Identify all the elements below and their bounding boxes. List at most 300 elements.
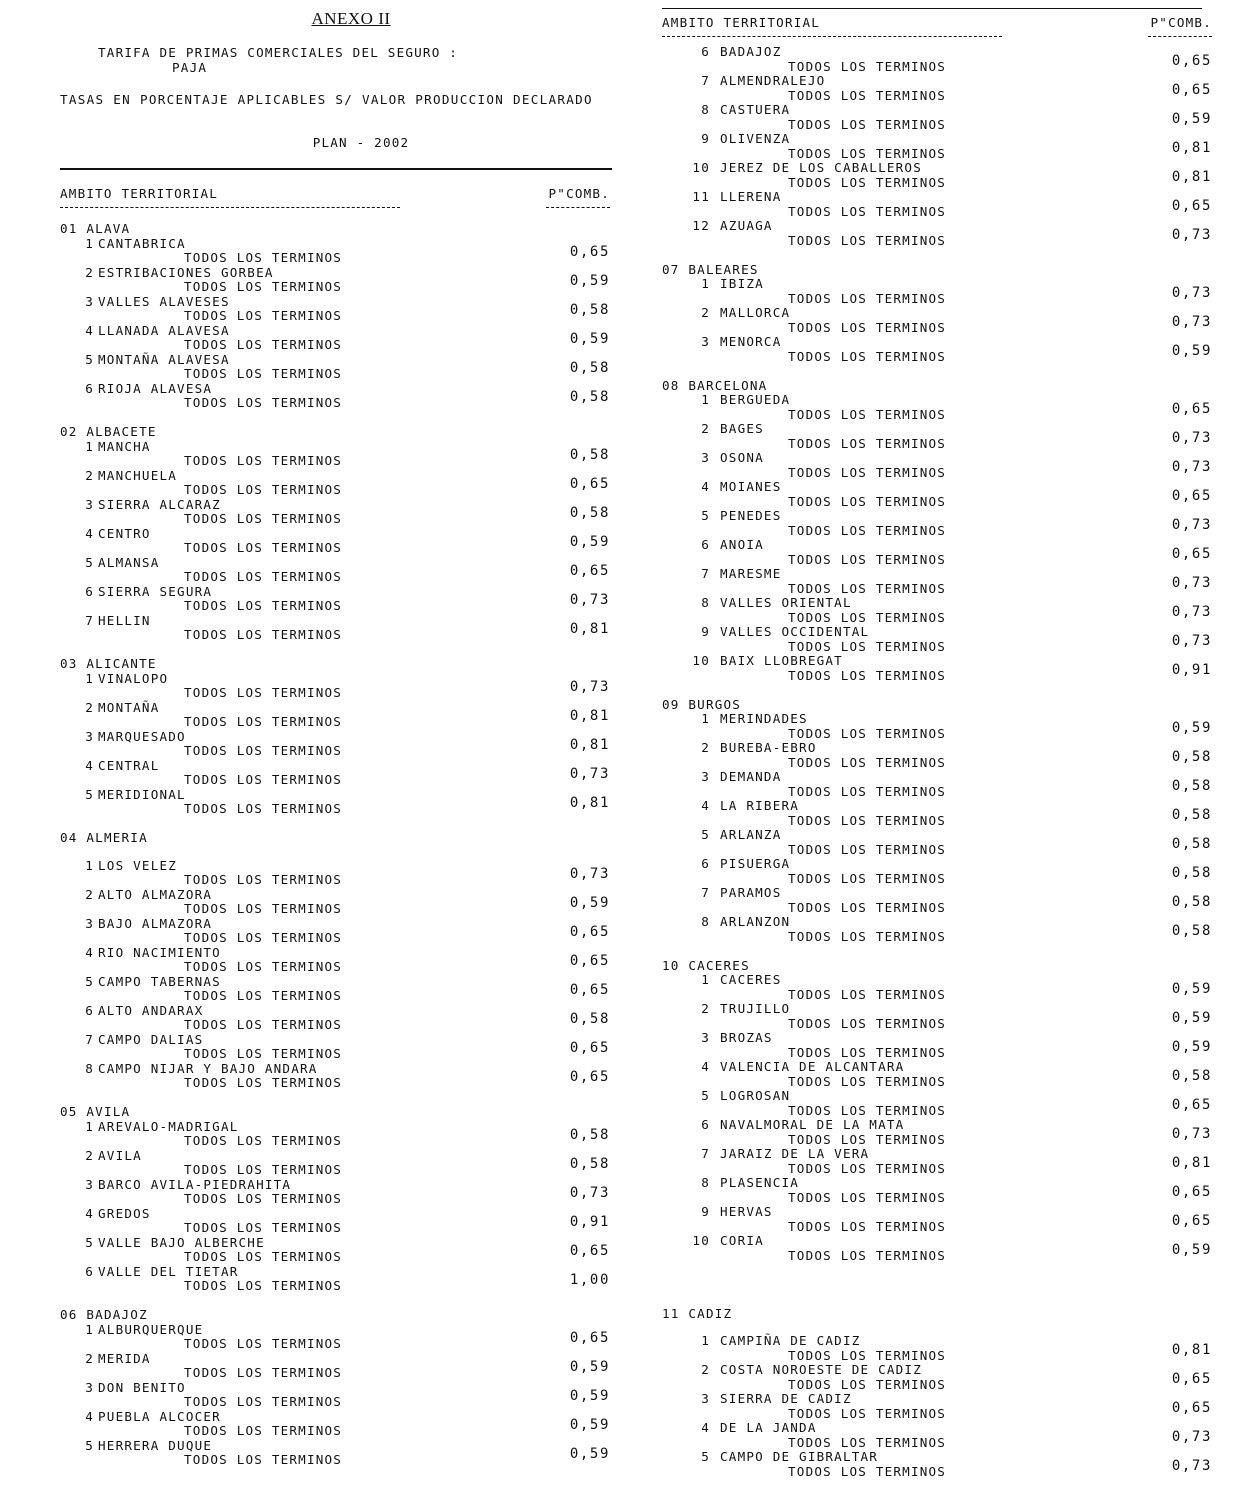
district-number: 9 <box>701 131 710 146</box>
district-number: 1 <box>85 235 94 251</box>
rate-value: 0,65 <box>1171 197 1212 214</box>
terms-row <box>662 1457 1214 1480</box>
terms-row <box>662 1183 1214 1206</box>
province-name: AVILA <box>86 1104 131 1119</box>
district-name: CAMPIÑA DE CADIZ <box>720 1333 861 1348</box>
district-name: VALLES OCCIDENTAL <box>720 624 870 639</box>
district-number: 5 <box>85 351 94 367</box>
district-name: VALLES ORIENTAL <box>720 595 852 610</box>
district-name: BERGUEDA <box>720 392 791 407</box>
terms-label: TODOS LOS TERMINOS <box>788 1160 947 1176</box>
terms-label: TODOS LOS TERMINOS <box>788 667 947 683</box>
district-number: 12 <box>692 218 710 233</box>
district-number: 6 <box>85 583 94 599</box>
district-number: 4 <box>701 798 710 813</box>
terms-label: TODOS LOS TERMINOS <box>788 1131 947 1147</box>
district-number: 1 <box>85 857 94 873</box>
rate-value: 1,00 <box>569 1272 610 1288</box>
district-number: 1 <box>701 711 710 726</box>
district-number: 5 <box>85 1437 94 1453</box>
district-name: BAJO ALMAZORA <box>98 915 213 931</box>
terms-label: TODOS LOS TERMINOS <box>184 1220 343 1235</box>
terms-row <box>60 1156 612 1178</box>
district-number: 10 <box>692 160 710 175</box>
rate-value: 0,65 <box>1171 1096 1212 1113</box>
dash-underline <box>1148 36 1212 37</box>
terms-row <box>60 534 612 556</box>
rate-value: 0,73 <box>569 679 610 695</box>
terms-label: TODOS LOS TERMINOS <box>788 145 947 161</box>
terms-row <box>60 273 612 295</box>
rate-value: 0,65 <box>1171 1212 1212 1229</box>
terms-row <box>662 661 1214 684</box>
terms-row <box>60 1243 612 1265</box>
right-column <box>662 0 1214 1479</box>
terms-label: TODOS LOS TERMINOS <box>184 337 343 352</box>
district-name: OSONA <box>720 450 764 465</box>
rate-value: 0,58 <box>1171 777 1212 794</box>
district-row <box>60 614 612 629</box>
rate-value: 0,65 <box>569 924 610 940</box>
district-row <box>60 1207 612 1222</box>
rate-value: 0,58 <box>1171 1067 1212 1084</box>
rate-value: 0,91 <box>1171 661 1212 678</box>
header-dashes <box>60 202 612 216</box>
district-name: MERINDADES <box>720 711 808 726</box>
rate-value: 0,59 <box>569 1388 610 1404</box>
terms-row <box>60 331 612 353</box>
district-number: 3 <box>701 769 710 784</box>
district-name: MARESME <box>720 566 782 581</box>
district-name: BAGES <box>720 421 764 436</box>
terms-row <box>662 284 1214 307</box>
province-heading <box>662 1307 1214 1322</box>
terms-label: TODOS LOS TERMINOS <box>788 1102 947 1118</box>
district-number: 4 <box>701 479 710 494</box>
district-name: NAVALMORAL DE LA MATA <box>720 1117 905 1132</box>
district-name: RIOJA ALAVESA <box>98 380 213 396</box>
rate-value: 0,59 <box>569 534 610 550</box>
district-number: 3 <box>85 728 94 744</box>
district-number: 3 <box>701 1030 710 1045</box>
terms-row <box>60 360 612 382</box>
terms-row <box>662 777 1214 800</box>
terms-row <box>662 806 1214 829</box>
district-name: VALLE BAJO ALBERCHE <box>98 1234 265 1250</box>
spacer <box>662 944 1214 959</box>
district-name: DON BENITO <box>98 1379 186 1395</box>
district-row <box>60 1149 612 1164</box>
province-heading <box>60 831 612 846</box>
rate-value: 0,81 <box>1171 1341 1212 1358</box>
district-name: MALLORCA <box>720 305 791 320</box>
district-name: ARLANZON <box>720 914 791 929</box>
terms-label: TODOS LOS TERMINOS <box>184 1249 343 1264</box>
rate-value: 0,65 <box>569 982 610 998</box>
spacer <box>60 817 612 832</box>
rate-value: 0,81 <box>569 621 610 637</box>
terms-label: TODOS LOS TERMINOS <box>788 580 947 596</box>
header-rule <box>60 168 612 170</box>
terms-row <box>60 795 612 817</box>
rate-value: 0,73 <box>569 592 610 608</box>
terms-label: TODOS LOS TERMINOS <box>184 482 343 497</box>
terms-label: TODOS LOS TERMINOS <box>788 1463 947 1479</box>
province-heading <box>662 698 1214 713</box>
district-name: DEMANDA <box>720 769 782 784</box>
rate-value: 0,59 <box>1171 1241 1212 1258</box>
terms-label: TODOS LOS TERMINOS <box>184 901 343 916</box>
district-number: 2 <box>85 699 94 715</box>
district-name: OLIVENZA <box>720 131 791 146</box>
terms-row <box>662 1009 1214 1032</box>
province-code: 07 <box>662 261 680 277</box>
left-column <box>60 0 612 1468</box>
terms-row <box>662 574 1214 597</box>
terms-label: TODOS LOS TERMINOS <box>184 1046 343 1061</box>
terms-row <box>60 505 612 527</box>
dash-underline <box>546 207 610 208</box>
district-row <box>662 103 1214 118</box>
district-row <box>60 859 612 874</box>
terms-row <box>60 708 612 730</box>
district-name: PENEDES <box>720 508 782 523</box>
district-number: 10 <box>692 1233 710 1248</box>
terms-label: TODOS LOS TERMINOS <box>788 1189 947 1205</box>
terms-label: TODOS LOS TERMINOS <box>788 1376 947 1392</box>
district-name: HERVAS <box>720 1204 773 1219</box>
district-number: 8 <box>701 595 710 610</box>
terms-row <box>662 719 1214 742</box>
district-row <box>60 888 612 903</box>
terms-label: TODOS LOS TERMINOS <box>788 1015 947 1031</box>
terms-label: TODOS LOS TERMINOS <box>788 1247 947 1263</box>
district-row <box>662 596 1214 611</box>
terms-label: TODOS LOS TERMINOS <box>788 1073 947 1089</box>
district-number: 6 <box>701 856 710 871</box>
district-row <box>60 946 612 961</box>
rate-value: 0,59 <box>569 1446 610 1462</box>
rate-value: 0,81 <box>569 708 610 724</box>
district-name: LLANADA ALAVESA <box>98 322 230 338</box>
district-number: 1 <box>701 276 710 291</box>
district-name: AREVALO-MADRIGAL <box>98 1118 239 1134</box>
district-row <box>662 1147 1214 1162</box>
rate-value: 0,73 <box>569 866 610 882</box>
district-name: VALENCIA DE ALCANTARA <box>720 1059 905 1074</box>
rate-value: 0,59 <box>1171 1009 1212 1026</box>
terms-row <box>60 1272 612 1294</box>
district-row <box>60 1265 612 1280</box>
rate-value: 0,58 <box>1171 748 1212 765</box>
terms-label: TODOS LOS TERMINOS <box>184 930 343 945</box>
rate-value: 0,73 <box>1171 632 1212 649</box>
district-row <box>60 382 612 397</box>
district-number: 8 <box>85 1060 94 1076</box>
district-number: 5 <box>701 508 710 523</box>
terms-label: TODOS LOS TERMINOS <box>184 1394 343 1409</box>
terms-row <box>60 563 612 585</box>
terms-label: TODOS LOS TERMINOS <box>788 841 947 857</box>
rate-value: 0,58 <box>569 389 610 405</box>
province-heading <box>60 657 612 672</box>
terms-row <box>60 737 612 759</box>
district-number: 6 <box>701 44 710 59</box>
terms-row <box>60 1069 612 1091</box>
district-row <box>662 393 1214 408</box>
terms-label: TODOS LOS TERMINOS <box>788 1434 947 1450</box>
district-number: 2 <box>701 740 710 755</box>
district-row <box>60 730 612 745</box>
district-number: 10 <box>692 653 710 668</box>
rate-value: 0,73 <box>1171 313 1212 330</box>
pcomb-header: P"COMB. <box>548 186 610 201</box>
terms-label: TODOS LOS TERMINOS <box>788 319 947 335</box>
district-row <box>662 1421 1214 1436</box>
district-name: CENTRAL <box>98 757 160 773</box>
spacer <box>60 1294 612 1309</box>
province-code: 04 <box>60 830 78 845</box>
terms-label: TODOS LOS TERMINOS <box>184 598 343 613</box>
province-heading <box>662 263 1214 278</box>
district-row <box>662 132 1214 147</box>
district-name: HERRERA DUQUE <box>98 1437 213 1453</box>
district-row <box>662 74 1214 89</box>
province-code: 02 <box>60 424 78 439</box>
district-name: AZUAGA <box>720 218 773 233</box>
tariff-subtitle: TARIFA DE PRIMAS COMERCIALES DEL SEGURO : <box>98 45 459 60</box>
rate-value: 0,58 <box>569 1011 610 1027</box>
district-number: 7 <box>701 566 710 581</box>
district-row <box>662 654 1214 669</box>
district-number: 3 <box>85 293 94 309</box>
district-name: LLERENA <box>720 189 782 204</box>
district-row <box>60 1323 612 1338</box>
district-row <box>60 759 612 774</box>
district-name: CAMPO DE GIBRALTAR <box>720 1449 879 1464</box>
district-name: CORIA <box>720 1233 764 1248</box>
district-row <box>662 625 1214 640</box>
terms-label: TODOS LOS TERMINOS <box>788 986 947 1002</box>
province-name: CADIZ <box>688 1305 733 1321</box>
terms-row <box>662 864 1214 887</box>
district-row <box>662 1450 1214 1465</box>
district-name: SIERRA SEGURA <box>98 583 213 599</box>
district-name: MOIANES <box>720 479 782 494</box>
terms-label: TODOS LOS TERMINOS <box>184 308 343 323</box>
rate-value: 0,65 <box>1171 487 1212 504</box>
rate-value: 0,58 <box>1171 922 1212 939</box>
district-name: BARCO AVILA-PIEDRAHITA <box>98 1176 292 1192</box>
terms-label: TODOS LOS TERMINOS <box>184 279 343 294</box>
rates-description: TASAS EN PORCENTAJE APLICABLES S/ VALOR PRODUCCION DECLARADO <box>60 92 593 107</box>
rate-value: 0,91 <box>569 1214 610 1230</box>
rate-value: 0,81 <box>1171 1154 1212 1171</box>
terms-row <box>662 1212 1214 1235</box>
spacer <box>60 1091 612 1106</box>
terms-row <box>662 545 1214 568</box>
table-header <box>662 15 1214 31</box>
district-row <box>662 306 1214 321</box>
district-number: 9 <box>701 624 710 639</box>
rate-value: 0,58 <box>1171 806 1212 823</box>
district-number: 2 <box>701 1001 710 1016</box>
terms-row <box>60 389 612 411</box>
district-number: 1 <box>701 1333 710 1348</box>
terms-row <box>662 1399 1214 1422</box>
rate-value: 0,73 <box>569 766 610 782</box>
province-name: ALBACETE <box>86 424 157 439</box>
province-name: BALEARES <box>688 261 759 277</box>
district-row <box>60 469 612 484</box>
terms-label: TODOS LOS TERMINOS <box>788 203 947 219</box>
rate-value: 0,59 <box>1171 110 1212 127</box>
district-number: 7 <box>85 1031 94 1047</box>
district-row <box>60 701 612 716</box>
province-heading <box>60 1105 612 1120</box>
terms-row <box>662 1096 1214 1119</box>
district-number: 8 <box>701 102 710 117</box>
district-number: 4 <box>85 525 94 541</box>
spacer <box>662 364 1214 379</box>
district-name: VALLES ALAVESES <box>98 293 230 309</box>
terms-label: TODOS LOS TERMINOS <box>788 58 947 74</box>
terms-label: TODOS LOS TERMINOS <box>788 1044 947 1060</box>
district-row <box>60 585 612 600</box>
spacer <box>662 248 1214 263</box>
district-row <box>662 741 1214 756</box>
terms-label: TODOS LOS TERMINOS <box>184 1423 343 1438</box>
spacer <box>60 411 612 426</box>
terms-label: TODOS LOS TERMINOS <box>788 1347 947 1363</box>
district-name: TRUJILLO <box>720 1001 791 1016</box>
terms-row <box>662 603 1214 626</box>
province-heading <box>60 425 612 440</box>
district-number: 6 <box>85 1002 94 1018</box>
district-number: 1 <box>85 1321 94 1337</box>
terms-label: TODOS LOS TERMINOS <box>788 232 947 248</box>
district-name: BADAJOZ <box>720 44 782 59</box>
rate-value: 0,65 <box>569 1330 610 1346</box>
district-row <box>60 672 612 687</box>
district-row <box>60 1236 612 1251</box>
district-row <box>662 335 1214 350</box>
spacer <box>662 1263 1214 1278</box>
district-number: 3 <box>85 915 94 931</box>
province-name: BADAJOZ <box>86 1307 148 1322</box>
province-name: BURGOS <box>688 696 742 712</box>
district-number: 7 <box>701 885 710 900</box>
spacer <box>662 1278 1214 1293</box>
district-name: BAIX LLOBREGAT <box>720 653 843 668</box>
terms-row <box>60 447 612 469</box>
terms-label: TODOS LOS TERMINOS <box>184 1017 343 1032</box>
terms-label: TODOS LOS TERMINOS <box>184 1133 343 1148</box>
district-name: ALMENDRALEJO <box>720 73 826 88</box>
district-number: 2 <box>701 1362 710 1377</box>
ambito-header: AMBITO TERRITORIAL <box>662 15 821 30</box>
terms-row <box>60 924 612 946</box>
district-name: PISUERGA <box>720 856 791 871</box>
plan-year: PLAN - 2002 <box>312 135 410 150</box>
terms-row <box>662 52 1214 75</box>
terms-label: TODOS LOS TERMINOS <box>788 87 947 103</box>
rate-value: 0,58 <box>569 447 610 463</box>
rate-value: 0,59 <box>1171 719 1212 736</box>
province-heading <box>60 1308 612 1323</box>
district-number: 6 <box>701 1117 710 1132</box>
district-name: ARLANZA <box>720 827 782 842</box>
district-number: 3 <box>85 496 94 512</box>
district-row <box>60 1004 612 1019</box>
terms-label: TODOS LOS TERMINOS <box>788 725 947 741</box>
terms-row <box>662 1370 1214 1393</box>
terms-label: TODOS LOS TERMINOS <box>788 899 947 915</box>
rate-value: 0,73 <box>1171 1428 1212 1445</box>
district-row <box>60 1178 612 1193</box>
district-number: 8 <box>701 914 710 929</box>
rate-value: 0,59 <box>569 1417 610 1433</box>
ambito-header: AMBITO TERRITORIAL <box>60 186 219 201</box>
terms-label: TODOS LOS TERMINOS <box>788 435 947 451</box>
district-row <box>662 1031 1214 1046</box>
district-row <box>662 190 1214 205</box>
district-name: LA RIBERA <box>720 798 800 813</box>
terms-label: TODOS LOS TERMINOS <box>788 1405 947 1421</box>
district-number: 2 <box>85 264 94 280</box>
district-number: 7 <box>701 1146 710 1161</box>
district-name: IBIZA <box>720 276 764 291</box>
district-row <box>60 975 612 990</box>
terms-label: TODOS LOS TERMINOS <box>788 783 947 799</box>
district-row <box>662 1060 1214 1075</box>
terms-row <box>60 244 612 266</box>
district-name: MERIDA <box>98 1350 151 1366</box>
district-number: 1 <box>85 1118 94 1134</box>
terms-row <box>662 1241 1214 1264</box>
terms-label: TODOS LOS TERMINOS <box>184 714 343 729</box>
district-number: 4 <box>701 1420 710 1435</box>
district-row <box>662 1118 1214 1133</box>
terms-row <box>662 922 1214 945</box>
terms-row <box>60 766 612 788</box>
rate-value: 0,58 <box>1171 835 1212 852</box>
header-dashes <box>662 31 1214 45</box>
terms-row <box>60 302 612 324</box>
annex-title: ANEXO II <box>311 9 391 28</box>
terms-row <box>662 313 1214 336</box>
district-number: 5 <box>701 1088 710 1103</box>
terms-row <box>60 982 612 1004</box>
province-code: 09 <box>662 696 680 712</box>
rate-value: 0,65 <box>1171 81 1212 98</box>
district-number: 4 <box>701 1059 710 1074</box>
terms-label: TODOS LOS TERMINOS <box>184 453 343 468</box>
district-number: 7 <box>85 612 94 628</box>
district-number: 5 <box>701 827 710 842</box>
district-name: CACERES <box>720 972 782 987</box>
district-number: 4 <box>85 1408 94 1424</box>
district-row <box>662 45 1214 60</box>
rate-value: 0,58 <box>569 1156 610 1172</box>
terms-label: TODOS LOS TERMINOS <box>184 1075 343 1090</box>
table-header <box>60 186 612 202</box>
terms-label: TODOS LOS TERMINOS <box>788 812 947 828</box>
district-name: MONTAÑA <box>98 699 160 715</box>
district-row <box>60 266 612 281</box>
terms-label: TODOS LOS TERMINOS <box>788 290 947 306</box>
spacer <box>662 1292 1214 1307</box>
